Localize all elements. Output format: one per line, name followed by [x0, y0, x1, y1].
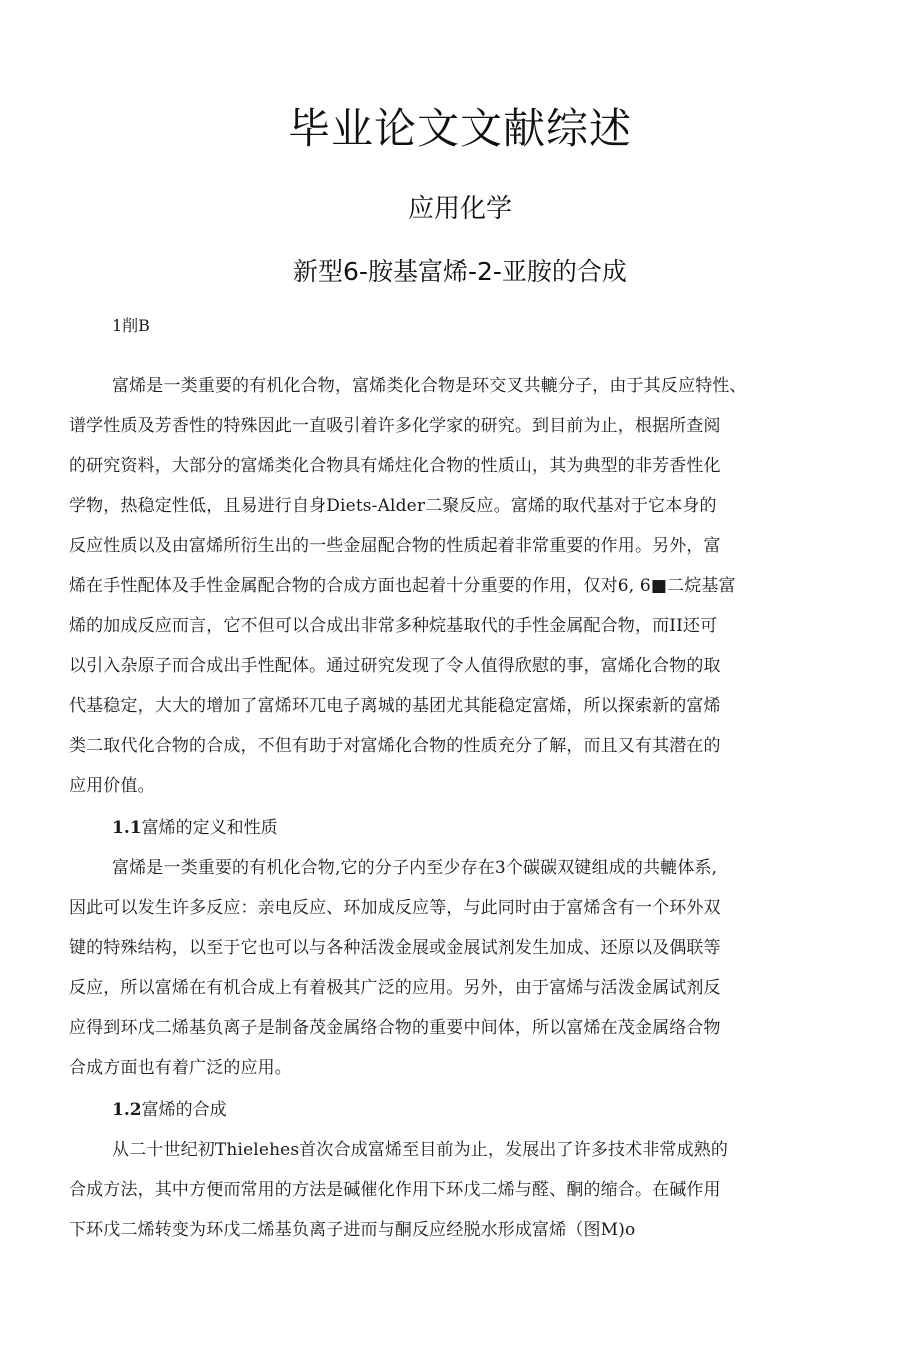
- paragraph-line: 反应，所以富烯在有机合成上有着极其广泛的应用。另外，由于富烯与活泼金属试剂反: [69, 978, 721, 998]
- paragraph-line: 合成方面也有着广泛的应用。: [69, 1058, 292, 1078]
- thesis-title: 新型6-胺基富烯-2-亚胺的合成: [293, 257, 627, 286]
- paragraph-line: 反应性质以及由富烯所衍生出的一些金屈配合物的性质起着非常重要的作用。另外，富: [69, 536, 721, 556]
- paragraph-line: 的研究资料，大部分的富烯类化合物具有烯炷化合物的性质山，其为典型的非芳香性化: [69, 456, 721, 476]
- paragraph-line: 键的特殊结构，以至于它也可以与各种活泼金展或金展试剂发生加成、还原以及偶联等: [69, 938, 721, 958]
- paragraph-line: 烯在手性配体及手性金属配合物的合成方面也起着十分重要的作用，仅对6, 6■二烷基富: [69, 576, 736, 596]
- paragraph-line: 谱学性质及芳香性的特殊因此一直吸引着许多化学家的研究。到目前为止，根据所查阅: [69, 416, 721, 436]
- paragraph-line: 应用价值。: [69, 776, 155, 796]
- section-number: 1.2: [112, 1100, 142, 1120]
- paragraph-line: 烯的加成反应而言，它不但可以合成出非常多种烷基取代的手性金属配合物，而II还可: [69, 616, 718, 636]
- paragraph-line: 应得到环戊二烯基负离子是制备茂金属络合物的重要中间体，所以富烯在茂金属络合物: [69, 1018, 721, 1038]
- section-title: 富烯的合成: [141, 1100, 227, 1120]
- paragraph-line: 类二取代化合物的合成，不但有助于对富烯化合物的性质充分了解，而且又有其潜在的: [69, 736, 721, 756]
- paragraph-line: 从二十世纪初Thielehes首次合成富烯至目前为止，发展出了许多技术非常成熟的: [112, 1140, 729, 1160]
- paragraph-line: 学物，热稳定性低，且易进行自身Diets-Alder二聚反应。富烯的取代基对于它本身的: [69, 496, 717, 516]
- major-subtitle: 应用化学: [407, 194, 512, 224]
- section-1-2-heading: [112, 1095, 227, 1120]
- paragraph-line: 以引入杂原子而合成出手性配体。通过研究发现了令人值得欣慰的事，富烯化合物的取: [69, 656, 721, 676]
- paragraph-line: 富烯是一类重要的有机化合物,它的分子内至少存在3个碳碳双键组成的共轆体系,: [112, 858, 718, 878]
- paragraph-line: 合成方法，其中方便而常用的方法是碱催化作用下环戊二烯与醛、酮的缩合。在碱作用: [69, 1180, 721, 1200]
- section-1-1-heading: [112, 813, 278, 838]
- page-title: 毕业论文文献综述: [287, 104, 632, 153]
- paragraph-line: 因此可以发生许多反应：亲电反应、环加成反应等，与此同时由于富烯含有一个环外双: [69, 898, 721, 918]
- section-title: 富烯的定义和性质: [141, 818, 278, 838]
- paragraph-line: 富烯是一类重要的有机化合物，富烯类化合物是环交叉共轆分子，由于其反应特性、: [112, 376, 747, 396]
- section-number: 1.1: [112, 818, 142, 838]
- paragraph-line: 下环戊二烯转变为环戊二烯基负离子进而与酮反应经脱水形成富烯（图M)o: [69, 1220, 636, 1240]
- paragraph-line: 代基稳定，大大的增加了富烯环兀电子离城的基团尤其能稳定富烯，所以探索新的富烯: [69, 696, 721, 716]
- intro-section-mark: 1削B: [112, 316, 150, 335]
